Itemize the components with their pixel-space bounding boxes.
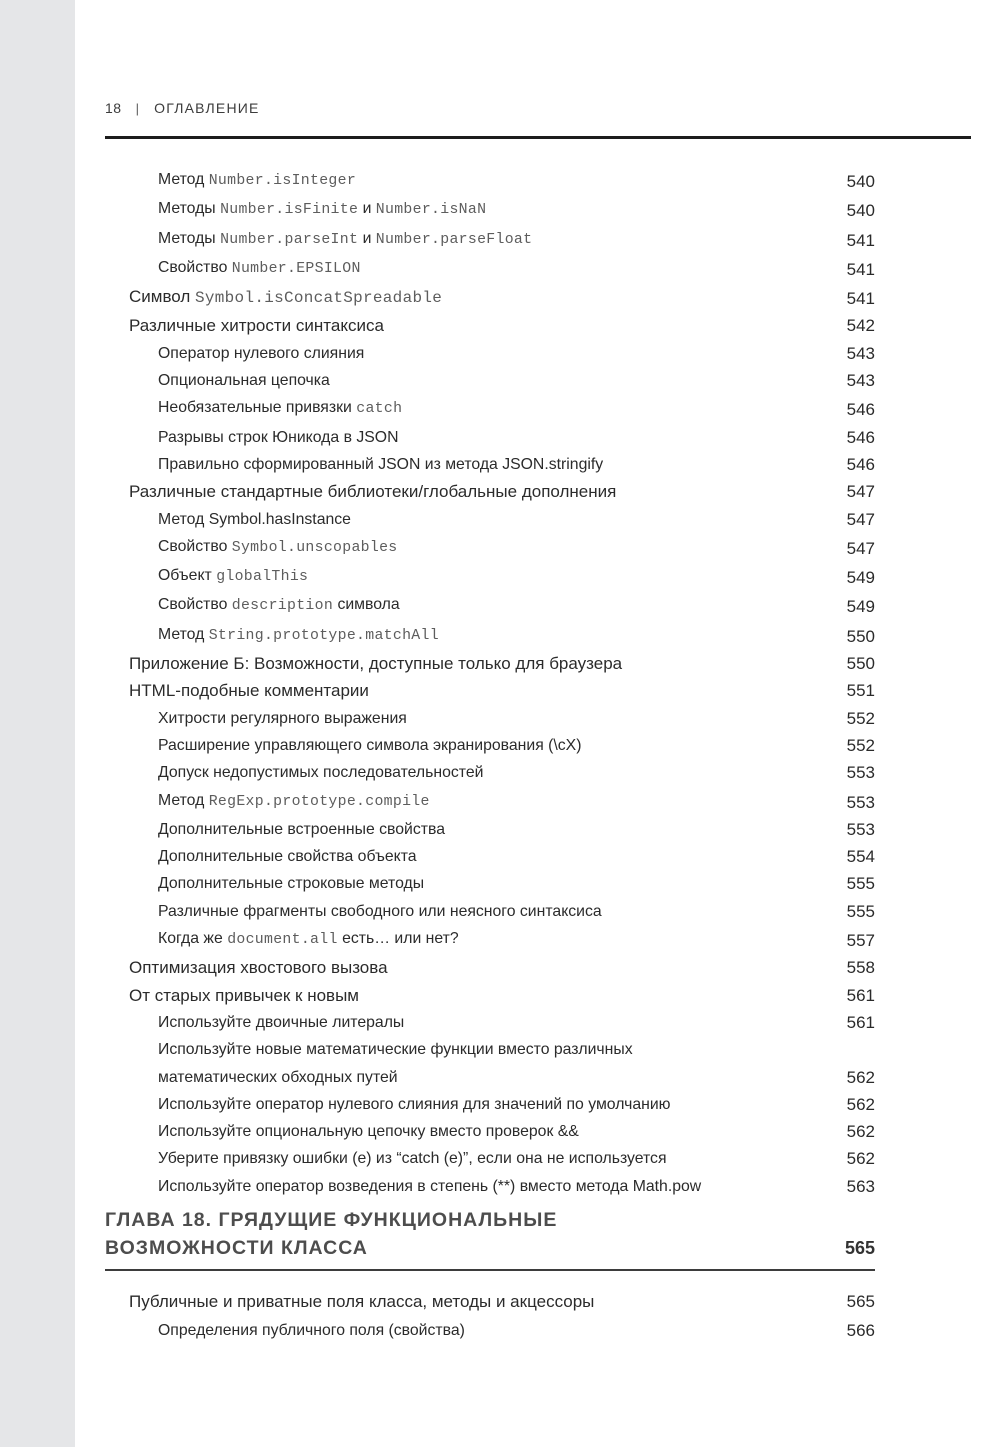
toc-entry-page-number: 554 xyxy=(846,847,875,867)
chapter-heading xyxy=(105,1206,875,1262)
toc-entry-page-number: 546 xyxy=(846,400,875,420)
toc-entry xyxy=(105,533,875,562)
toc-entry-page-number: 552 xyxy=(846,735,875,755)
chapter-page-number: 565 xyxy=(844,1238,875,1258)
code-token: Number.parseFloat xyxy=(375,231,533,248)
toc-entry-page-number: 543 xyxy=(846,343,875,363)
text-token: Свойство xyxy=(158,596,232,614)
toc-entry-page-number: 552 xyxy=(846,708,875,728)
toc-entry-page-number: 550 xyxy=(846,654,875,674)
code-token: globalThis xyxy=(216,569,309,586)
toc-entry-page-number: 547 xyxy=(846,482,875,502)
text-token: Расширение управляющего символа экранирования (\cX) xyxy=(158,736,582,754)
code-token: String.prototype.matchAll xyxy=(208,627,439,644)
toc-entry-page-number: 561 xyxy=(846,1012,875,1032)
text-token: Различные хитрости синтаксиса xyxy=(129,316,384,336)
toc-entry xyxy=(105,759,875,786)
text-token: есть… или нет? xyxy=(337,930,459,948)
text-token: символа xyxy=(333,596,400,614)
code-token: Symbol.unscopables xyxy=(231,539,398,556)
toc-entry-page-number: 561 xyxy=(846,985,875,1005)
toc-entry-title xyxy=(105,1173,829,1200)
toc-entry-title xyxy=(105,1287,829,1316)
toc-entry-page-number: 546 xyxy=(846,427,875,447)
toc-entry-page-number: 553 xyxy=(846,792,875,812)
text-token: и xyxy=(358,200,376,218)
code-token: description xyxy=(231,598,334,615)
chapter-title-line2: ВОЗМОЖНОСТИ КЛАССА xyxy=(105,1237,368,1259)
code-token: RegExp.prototype.compile xyxy=(208,793,430,810)
toc-entry-title xyxy=(105,312,829,339)
header-rule xyxy=(105,136,971,139)
toc-entry-title xyxy=(105,1118,829,1145)
running-head xyxy=(105,100,971,116)
toc-entry-page-number: 549 xyxy=(846,568,875,588)
toc-entry-page-number: 562 xyxy=(846,1149,875,1169)
text-token: Свойство xyxy=(158,537,232,555)
text-token: Используйте опциональную цепочку вместо проверок && xyxy=(158,1123,579,1141)
code-token: Number.isFinite xyxy=(220,202,359,219)
toc-entry xyxy=(105,424,875,451)
toc-entry xyxy=(105,451,875,478)
toc-entry-title xyxy=(105,816,829,843)
toc-entry xyxy=(105,925,875,954)
toc-entry-page-number: 547 xyxy=(846,538,875,558)
toc-entry xyxy=(105,816,875,843)
text-token: Свойство xyxy=(158,258,232,276)
toc-entry-title xyxy=(105,166,829,195)
toc-entry xyxy=(105,254,875,283)
text-token: Используйте двоичные литералы xyxy=(158,1013,405,1031)
text-token: Метод xyxy=(158,625,209,643)
toc-entry xyxy=(105,1091,875,1118)
text-token: От старых привычек к новым xyxy=(129,985,359,1005)
toc-entry-title xyxy=(105,1036,829,1091)
toc-entry-page-number: 549 xyxy=(846,597,875,617)
toc-entry-title xyxy=(105,451,829,478)
toc-entry xyxy=(105,843,875,870)
toc-entry-page-number: 541 xyxy=(846,230,875,250)
text-token: Правильно сформированный JSON из метода JSON.stringify xyxy=(158,455,604,473)
toc-entry xyxy=(105,982,875,1009)
toc-entry xyxy=(105,1316,875,1345)
text-token: Различные фрагменты свободного или неясного синтаксиса xyxy=(158,902,602,920)
toc-entry xyxy=(105,1036,875,1091)
toc-entry-title xyxy=(105,367,829,394)
text-token: Уберите привязку ошибки (e) из “catch (e)”, если она не используется xyxy=(158,1150,667,1168)
toc-entry-page-number: 551 xyxy=(846,681,875,701)
toc-entry-title xyxy=(105,254,829,283)
toc-entry-page-number: 540 xyxy=(846,172,875,191)
text-token: математических обходных путей xyxy=(158,1068,398,1086)
toc-entry xyxy=(105,195,875,224)
text-token: Дополнительные строковые методы xyxy=(158,875,425,893)
toc-entry-page-number: 547 xyxy=(846,509,875,529)
toc-entry-title xyxy=(105,506,829,533)
code-token: Number.isNaN xyxy=(375,202,487,219)
text-token: Используйте оператор возведения в степень (**) вместо метода Math.pow xyxy=(158,1177,702,1195)
left-margin-strip xyxy=(0,0,75,1447)
toc-entry-page-number: 555 xyxy=(846,901,875,921)
toc-entry-page-number: 562 xyxy=(846,1094,875,1114)
toc-entry-page-number: 555 xyxy=(846,874,875,894)
toc-entry xyxy=(105,650,875,677)
text-token: Объект xyxy=(158,567,217,585)
chapter-rule xyxy=(105,1269,875,1271)
toc-entry-page-number: 562 xyxy=(846,1122,875,1142)
toc-entry xyxy=(105,166,875,195)
toc-entry xyxy=(105,1287,875,1316)
toc-entry-title xyxy=(105,982,829,1009)
toc-entry-title xyxy=(105,562,829,591)
toc-entry-title xyxy=(105,705,829,732)
toc-entry-title xyxy=(105,1316,829,1345)
text-token: Метод xyxy=(158,791,209,809)
text-token: Используйте оператор нулевого слияния для значений по умолчанию xyxy=(158,1095,671,1113)
toc-entry-page-number: 562 xyxy=(846,1067,875,1087)
toc-entry-title xyxy=(105,787,829,816)
text-token: Хитрости регулярного выражения xyxy=(158,709,407,727)
toc-entry-page-number: 540 xyxy=(846,201,875,221)
text-token: Дополнительные встроенные свойства xyxy=(158,820,445,838)
toc-entry xyxy=(105,367,875,394)
text-token: Публичные и приватные поля класса, методы и акцессоры xyxy=(129,1292,595,1311)
text-token: Когда же xyxy=(158,930,228,948)
toc-entry-page-number: 542 xyxy=(846,316,875,336)
toc-entry xyxy=(105,591,875,620)
toc-entry-title xyxy=(105,843,829,870)
toc-entry xyxy=(105,340,875,367)
text-token: Необязательные привязки xyxy=(158,399,357,417)
toc-entry-title xyxy=(105,870,829,897)
toc-entry xyxy=(105,705,875,732)
toc-entry-title xyxy=(105,677,829,704)
text-token: Разрывы строк Юникода в JSON xyxy=(158,428,399,446)
toc-entry xyxy=(105,312,875,339)
toc-entry xyxy=(105,506,875,533)
toc-entry xyxy=(105,732,875,759)
text-token: Символ xyxy=(129,287,196,307)
toc-entry xyxy=(105,1145,875,1172)
toc-entry-page-number: 553 xyxy=(846,763,875,783)
chapter-title xyxy=(105,1206,827,1262)
toc-list xyxy=(105,166,875,1200)
text-token: Оптимизация хвостового вызова xyxy=(129,958,388,978)
text-token: Определения публичного поля (свойства) xyxy=(158,1322,465,1339)
text-token: Различные стандартные библиотеки/глобальные дополнения xyxy=(129,482,617,502)
text-token: Дополнительные свойства объекта xyxy=(158,848,417,866)
text-token: Используйте новые математические функции вместо различных xyxy=(158,1041,633,1059)
toc-entry-title xyxy=(105,424,829,451)
toc-entry-page-number: 558 xyxy=(846,958,875,978)
toc-entry-title xyxy=(105,1009,829,1036)
toc-entry xyxy=(105,621,875,650)
chapter-entry-list xyxy=(105,1287,875,1345)
toc-entry xyxy=(105,1118,875,1145)
toc-entry xyxy=(105,954,875,981)
code-token: Number.isInteger xyxy=(208,173,357,189)
toc-entry-title xyxy=(105,898,829,925)
toc-entry-title xyxy=(105,1145,829,1172)
code-token: Number.EPSILON xyxy=(231,260,361,277)
text-token: Методы xyxy=(158,229,221,247)
chapter-title-line1: ГЛАВА 18. ГРЯДУЩИЕ ФУНКЦИОНАЛЬНЫЕ xyxy=(105,1209,558,1231)
toc-entry xyxy=(105,478,875,505)
chapter-section xyxy=(105,1206,875,1345)
toc-entry-title xyxy=(105,225,829,254)
text-token: Метод Symbol.hasInstance xyxy=(158,510,351,528)
toc-entry-title xyxy=(105,732,829,759)
toc-entry xyxy=(105,225,875,254)
toc-entry xyxy=(105,1009,875,1036)
toc-entry xyxy=(105,898,875,925)
toc-entry-page-number: 543 xyxy=(846,371,875,391)
text-token: HTML-подобные комментарии xyxy=(129,681,369,701)
running-head-page-number: 18 xyxy=(105,100,122,116)
toc-entry-title xyxy=(105,591,829,620)
toc-entry xyxy=(105,1173,875,1200)
toc-entry-title xyxy=(105,283,829,312)
code-token: catch xyxy=(356,401,403,418)
toc-entry-page-number: 557 xyxy=(846,931,875,951)
toc-entry-page-number: 566 xyxy=(846,1321,875,1340)
toc-entry xyxy=(105,870,875,897)
toc-entry-page-number: 546 xyxy=(846,454,875,474)
toc-entry-page-number: 541 xyxy=(846,259,875,279)
toc-entry-title xyxy=(105,925,829,954)
text-token: Методы xyxy=(158,200,221,218)
toc-entry-title xyxy=(105,340,829,367)
toc-entry-page-number: 550 xyxy=(846,626,875,646)
toc-entry-title xyxy=(105,394,829,423)
toc-entry-page-number: 563 xyxy=(846,1176,875,1196)
toc-entry-page-number: 541 xyxy=(846,289,875,309)
toc-entry-title xyxy=(105,621,829,650)
toc-entry-page-number: 565 xyxy=(846,1292,875,1311)
toc-entry-title xyxy=(105,650,829,677)
toc-entry xyxy=(105,677,875,704)
toc-entry-page-number: 553 xyxy=(846,819,875,839)
text-token: Оператор нулевого слияния xyxy=(158,344,365,362)
toc-entry-title xyxy=(105,1091,829,1118)
text-token: Метод xyxy=(158,171,209,188)
toc-entry xyxy=(105,283,875,312)
text-token: и xyxy=(358,229,376,247)
toc-entry-title xyxy=(105,195,829,224)
toc-entry xyxy=(105,787,875,816)
toc-entry xyxy=(105,394,875,423)
text-token: Допуск недопустимых последовательностей xyxy=(158,764,484,782)
toc-entry-title xyxy=(105,478,829,505)
code-token: document.all xyxy=(227,932,338,949)
code-token: Number.parseInt xyxy=(220,231,359,248)
toc-entry xyxy=(105,562,875,591)
code-token: Symbol.isConcatSpreadable xyxy=(195,289,443,308)
toc-entry-title xyxy=(105,954,829,981)
toc-entry-title xyxy=(105,759,829,786)
toc-entry-title xyxy=(105,533,829,562)
running-head-section-title: ОГЛАВЛЕНИЕ xyxy=(154,100,260,116)
running-head-divider: | xyxy=(135,101,141,116)
text-token: Приложение Б: Возможности, доступные только для браузера xyxy=(129,654,623,674)
text-token: Опциональная цепочка xyxy=(158,372,330,390)
